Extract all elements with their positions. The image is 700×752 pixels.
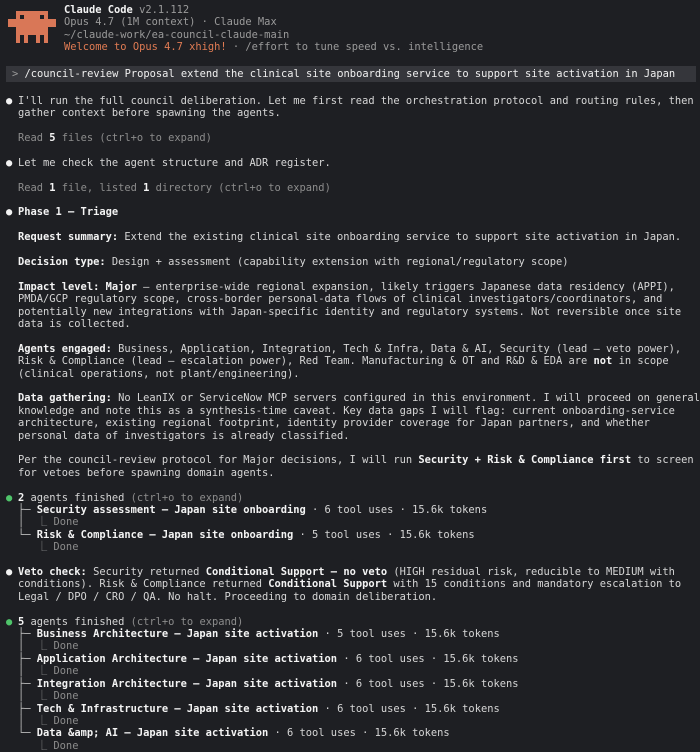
impact-level: Impact level: Major — enterprise-wide regional expansion, likely triggers Japanese data residency (APPI), PMDA/GCP regulatory scope, cross-border personal-data flows of clinical investigators/coordinators, and potentially new integrations with Japan-specific identity and regulatory systems. Not reversible once site data is collected. [18, 280, 682, 330]
bullet-icon: ● [6, 566, 13, 579]
agent-status: │ ⎿ Done [18, 516, 79, 529]
prompt-command: /council-review Proposal extend the clinical site onboarding service to support site activation in Japan [24, 68, 676, 80]
agent-status: │ ⎿ Done [18, 665, 79, 678]
phase-title: Phase 1 — Triage [18, 206, 119, 219]
welcome-message: Welcome to Opus 4.7 xhigh! [64, 41, 227, 54]
app-name: Claude Code [64, 4, 133, 16]
agents-group-2[interactable]: ● 5 agents finished (ctrl+o to expand) [6, 615, 244, 628]
agents-tree-2 [6, 628, 700, 752]
agent-status: │ ⎿ Done [18, 640, 79, 653]
effort-hint: · /effort to tune speed vs. intelligence [226, 41, 484, 54]
agents-engaged: Agents engaged: Business, Application, Integration, Tech & Infra, Data & AI, Security (lead — veto power), Risk & Compliance (lead — escalation power), Red Team. Manufacturing & OT and R&D & EDA are not in scope (clinical operations, not plant/engineering). [18, 342, 682, 380]
agent-status: │ ⎿ Done [18, 714, 79, 727]
request-summary: Request summary: Extend the existing clinical site onboarding service to support site activation in Japan. [18, 231, 682, 244]
protocol-note: Per the council-review protocol for Major decisions, I will run Security + Risk & Compliance first to screen for vetoes before spawning domain agents. [18, 454, 694, 479]
assistant-message-2 [6, 157, 700, 169]
user-prompt [6, 66, 696, 82]
read-files-summary[interactable]: Read 5 files (ctrl+o to expand) [18, 132, 212, 144]
model-info: Opus 4.7 (1M context) · Claude Max [64, 16, 277, 29]
message-text: Let me check the agent structure and ADR register. [18, 156, 331, 169]
status-dot-icon: ● [6, 615, 13, 628]
decision-type: Decision type: Design + assessment (capability extension with regional/regulatory scope) [18, 255, 569, 268]
status-dot-icon: ● [6, 491, 13, 504]
assistant-message-1 [6, 95, 700, 120]
bullet-icon: ● [6, 156, 13, 169]
agent-status: ⎿ Done [18, 541, 79, 554]
phase-heading [6, 206, 700, 218]
agent-row[interactable]: ├─ Tech & Infrastructure — Japan site activation · 6 tool uses · 15.6k tokens [18, 702, 500, 715]
agent-row[interactable]: ├─ Integration Architecture — Japan site activation · 6 tool uses · 15.6k tokens [18, 677, 519, 690]
bullet-icon: ● [6, 94, 13, 107]
agents-tree-1 [6, 504, 700, 554]
agent-status: ⎿ Done [18, 739, 79, 752]
agent-row[interactable]: ├─ Business Architecture — Japan site activation · 5 tool uses · 15.6k tokens [18, 628, 500, 641]
app-header [6, 0, 700, 62]
app-version: v2.1.112 [139, 4, 190, 16]
header-info [64, 4, 483, 54]
data-gathering: Data gathering: No LeanIX or ServiceNow MCP servers configured in this environment. I will proceed on general knowledge and note this as a synthesis-time caveat. Key data gaps I will flag: current onboarding-service architecture, existing regional footprint, identity provider coverage for Japan partners, and whether personal data of investigators is already classified. [18, 392, 700, 442]
agents-group-1[interactable]: ● 2 agents finished (ctrl+o to expand) [6, 491, 244, 504]
read-dir-summary[interactable]: Read 1 file, listed 1 directory (ctrl+o to expand) [18, 181, 331, 194]
agent-row[interactable]: └─ Risk & Compliance — Japan site onboarding · 5 tool uses · 15.6k tokens [18, 528, 475, 541]
agent-row[interactable]: ├─ Security assessment — Japan site onboarding · 6 tool uses · 15.6k tokens [18, 504, 488, 517]
message-text: I'll run the full council deliberation. Let me first read the orchestration protocol and routing rules, then gather context before spawning the agents. [18, 94, 694, 120]
prompt-chevron-icon: > [12, 68, 25, 80]
agent-row[interactable]: └─ Data &amp; AI — Japan site activation · 6 tool uses · 15.6k tokens [18, 727, 450, 740]
claude-mascot-icon [8, 6, 56, 48]
working-directory: ~/claude-work/ea-council-claude-main [64, 28, 290, 41]
agent-row[interactable]: ├─ Application Architecture — Japan site activation · 6 tool uses · 15.6k tokens [18, 652, 519, 665]
bullet-icon: ● [6, 206, 13, 219]
veto-check: ● Veto check: Security returned Conditional Support — no veto (HIGH residual risk, reducible to MEDIUM with conditions). Risk & Compliance returned Conditional Support with 15 conditions and mandatory escalation to Legal / DPO / CRO / QA. No halt. Proceeding to domain deliberation. [6, 566, 682, 603]
agent-status: │ ⎿ Done [18, 690, 79, 703]
